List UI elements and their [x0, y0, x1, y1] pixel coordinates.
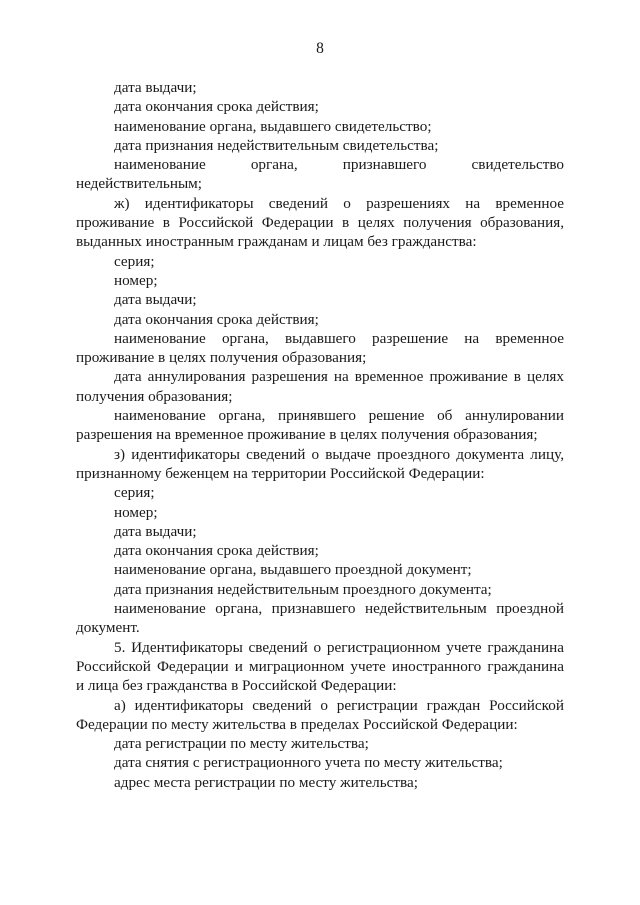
text-line: выданных иностранным гражданам и лицам без гражданства:: [76, 233, 477, 251]
text-line: номер;: [114, 271, 158, 289]
text-line: ж) идентификаторы сведений о разрешениях на временное: [114, 194, 564, 212]
text-line: серия;: [114, 484, 155, 502]
text-line: наименование органа, выдавшего свидетельство;: [114, 117, 432, 135]
text-line: дата окончания срока действия;: [114, 542, 319, 560]
text-line: дата регистрации по месту жительства;: [114, 735, 369, 753]
document-body: [76, 78, 564, 792]
text-line: серия;: [114, 252, 155, 270]
text-line: Российской Федерации и миграционном учете иностранного гражданина: [76, 657, 564, 675]
text-line: наименование органа, выдавшего разрешение на временное: [114, 329, 564, 347]
text-line: признанному беженцем на территории Российской Федерации:: [76, 464, 485, 482]
text-line: дата выдачи;: [114, 522, 197, 540]
text-line: разрешения на временное проживание в целях получения образования;: [76, 426, 538, 444]
page-number: 8: [316, 40, 324, 57]
text-line: дата выдачи;: [114, 291, 197, 309]
text-line: проживание в целях получения образования;: [76, 349, 367, 367]
text-line: 5. Идентификаторы сведений о регистрационном учете гражданина: [114, 638, 564, 656]
text-line: адрес места регистрации по месту жительства;: [114, 773, 418, 791]
text-line: дата выдачи;: [114, 79, 197, 96]
text-line: и лица без гражданства в Российской Федерации:: [76, 677, 397, 695]
text-line: проживание в Российской Федерации в целях получения образования,: [76, 214, 564, 232]
text-line: недействительным;: [76, 175, 202, 193]
text-line: дата признания недействительным свидетельства;: [114, 136, 439, 154]
text-line: дата окончания срока действия;: [114, 98, 319, 116]
text-line: наименование органа, признавшего свидетельство: [114, 156, 564, 174]
text-line: Федерации по месту жительства в пределах Российской Федерации:: [76, 715, 518, 733]
text-line: номер;: [114, 503, 158, 521]
text-line: наименование органа, выдавшего проездной документ;: [114, 561, 472, 579]
text-line: дата признания недействительным проездного документа;: [114, 580, 492, 598]
text-line: дата снятия с регистрационного учета по месту жительства;: [114, 754, 503, 772]
text-line: документ.: [76, 619, 140, 637]
text-line: дата аннулирования разрешения на временное проживание в целях: [114, 368, 564, 386]
text-line: наименование органа, признавшего недействительным проездной: [114, 600, 564, 618]
text-line: з) идентификаторы сведений о выдаче проездного документа лицу,: [114, 445, 564, 463]
text-line: дата окончания срока действия;: [114, 310, 319, 328]
text-line: наименование органа, принявшего решение об аннулировании: [114, 407, 564, 425]
text-line: а) идентификаторы сведений о регистрации граждан Российской: [114, 696, 564, 714]
text-line: получения образования;: [76, 387, 233, 405]
